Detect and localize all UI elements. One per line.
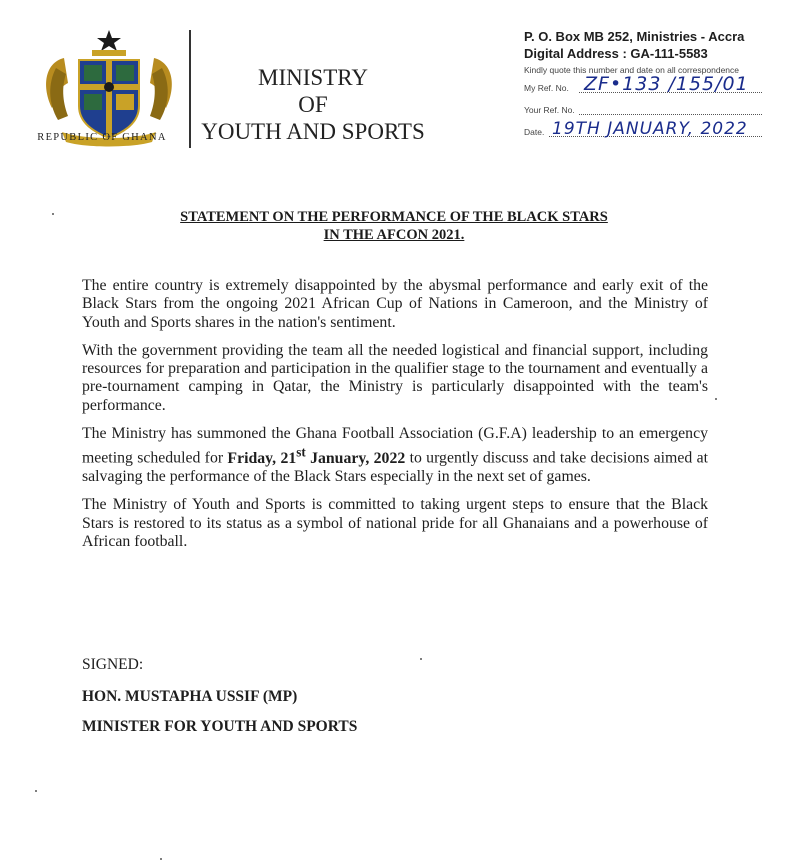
- paragraph-3-end: to urgently discuss and take decisions aimed at salvaging the performance of the Black Stars especially in the next set of games.: [82, 449, 708, 485]
- quote-note: Kindly quote this number and date on all correspondence: [524, 65, 740, 75]
- signatory-title: MINISTER FOR YOUTH AND SPORTS: [82, 718, 358, 735]
- meeting-date-day: Friday, 21: [227, 449, 297, 467]
- ministry-line-2: OF: [298, 92, 328, 117]
- contact-block: [524, 28, 774, 141]
- my-ref-value: ZF•133 /155/01: [584, 73, 749, 95]
- date-label: Date.: [524, 127, 545, 137]
- scan-speck: [715, 398, 717, 400]
- ministry-line-3: YOUTH AND SPORTS: [201, 119, 425, 144]
- meeting-date-month-year: January, 2022: [305, 449, 406, 467]
- ministry-name: [198, 64, 428, 145]
- ministry-line-1: MINISTRY: [258, 65, 368, 90]
- your-ref-line: [579, 114, 762, 115]
- my-ref-label: My Ref. No.: [524, 83, 569, 93]
- headline-line-1: STATEMENT ON THE PERFORMANCE OF THE BLACK STARS: [180, 209, 608, 225]
- date-row: [524, 119, 774, 141]
- scan-speck: [420, 658, 422, 660]
- meeting-date-suffix: st: [296, 444, 306, 460]
- scan-speck: [52, 213, 54, 215]
- scan-speck: [160, 858, 162, 860]
- paragraph-1: The entire country is extremely disappointed by the abysmal performance and early exit of the Black Stars from the ongoing 2021 African Cup of Nations in Cameroon, and the Ministry of Youth and Sports shares in the nation's sentiment.: [82, 277, 708, 331]
- date-value: 19TH JANUARY, 2022: [552, 119, 748, 139]
- statement-headline: [60, 208, 728, 244]
- paragraph-2: With the government providing the team all the needed logistical and financial support, including resources for preparation and participation in the qualifier stage to the tournament and eventually a pre-tournament camping in Qatar, the Ministry is particularly disappointed with the team's performance.: [82, 341, 708, 414]
- crest-caption: REPUBLIC OF GHANA: [37, 132, 167, 143]
- header-divider: [189, 30, 191, 148]
- postal-address: P. O. Box MB 252, Ministries - Accra: [524, 29, 745, 44]
- signed-label: SIGNED:: [82, 656, 144, 673]
- meeting-date: [227, 444, 406, 467]
- my-ref-row: [524, 75, 774, 97]
- your-ref-label: Your Ref. No.: [524, 105, 575, 115]
- digital-address: Digital Address : GA-111-5583: [524, 46, 708, 61]
- your-ref-row: [524, 97, 774, 119]
- paragraph-3: [82, 425, 708, 486]
- paragraph-4: The Ministry of Youth and Sports is committed to taking urgent steps to ensure that the Black Stars is restored to its status as a symbol of national pride for all Ghanaians and a powerhouse of African football.: [82, 496, 708, 550]
- headline-line-2: IN THE AFCON 2021.: [323, 227, 465, 243]
- paragraph-3-start: The Ministry has summoned the Ghana Football Association (G.F.A) leadership to an emergency meeting scheduled for: [82, 425, 708, 467]
- statement-body: [82, 277, 708, 561]
- scan-speck: [35, 790, 37, 792]
- signatory-name: HON. MUSTAPHA USSIF (MP): [82, 688, 298, 705]
